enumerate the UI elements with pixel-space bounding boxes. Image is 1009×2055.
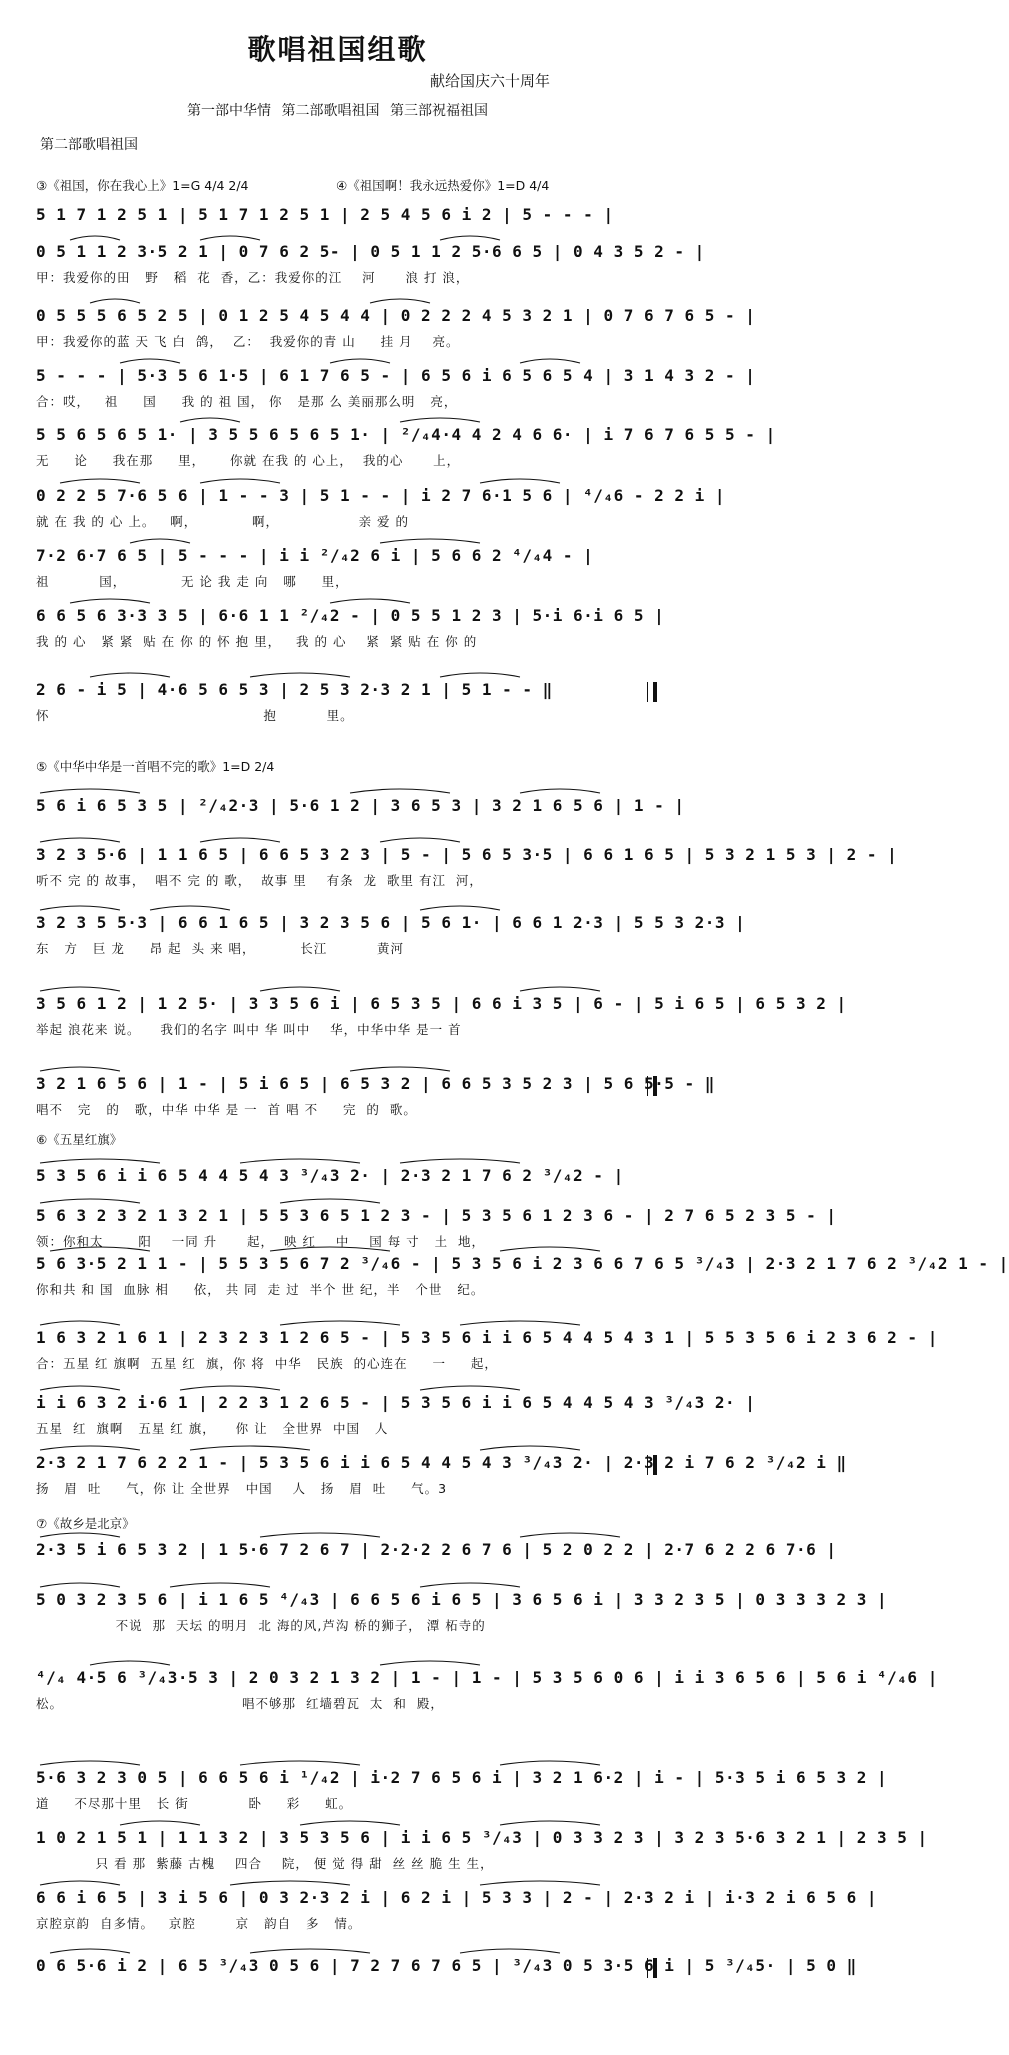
numbered-notes: 5 6 3 2 3 2 1 3 2 1 | 5 5 3 6 5 1 2 3 - | 5 3 5 6 1 2 3 6 - | 2 7 6 5 2 3 5 - | [36, 1206, 837, 1225]
part-heading: 第二部歌唱祖国 [40, 137, 138, 153]
numbered-notes: 5·6 3 2 3 0 5 | 6 6 5 6 i ¹/₄2 | i·2 7 6 5 6 i | 3 2 1 6·2 | i - | 5·3 5 i 6 5 3 2 | [36, 1768, 888, 1787]
numbered-notes: 5 6 3·5 2 1 1 - | 5 5 3 5 6 7 2 ³/₄6 - | 5 3 5 6 i 2 3 6 6 7 6 5 ³/₄3 | 2·3 2 1 7 6 2 ³/₄2 1 - | [36, 1254, 1009, 1273]
lyrics-line: 我 的 心 紧 紧 贴 在 你 的 怀 抱 里， 我 的 心 紧 紧 贴 在 你 的 [36, 634, 478, 649]
song-header-4: ④《祖国啊！我永远热爱你》1=D 4/4 [336, 178, 550, 193]
lyrics-line: 合：哎， 祖 国 我 的 祖 国， 你 是那 么 美丽那么明 亮， [36, 394, 458, 409]
numbered-notes: 2 6 - i 5 | 4·6 5 6 5 3 | 2 5 3 2·3 2 1 | 5 1 - - ‖ [36, 680, 553, 699]
lyrics-line: 东 方 巨 龙 昂 起 头 来 唱， 长江 黄河 [36, 941, 405, 956]
numbered-notes: 3 2 3 5 5·3 | 6 6 1 6 5 | 3 2 3 5 6 | 5 6 1· | 6 6 1 2·3 | 5 5 3 2·3 | [36, 913, 746, 932]
numbered-notes: 1 6 3 2 1 6 1 | 2 3 2 3 1 2 6 5 - | 5 3 5 6 i i 6 5 4 4 5 4 3 1 | 5 5 3 5 6 i 2 3 6 2 - | [36, 1328, 938, 1347]
lyrics-line: 不说 那 天坛 的明月 北 海的风,芦沟 桥的狮子， 潭 柘寺的 [36, 1618, 486, 1633]
numbered-notes: 5 3 5 6 i i 6 5 4 4 5 4 3 ³/₄3 2· | 2·3 2 1 7 6 2 ³/₄2 - | [36, 1166, 624, 1185]
numbered-notes: 2·3 2 1 7 6 2 2 1 - | 5 3 5 6 i i 6 5 4 4 5 4 3 ³/₄3 2· | 2·3 2 i 7 6 2 ³/₄2 i ‖ [36, 1453, 847, 1472]
numbered-notes: i i 6 3 2 i·6 1 | 2 2 3 1 2 6 5 - | 5 3 5 6 i i 6 5 4 4 5 4 3 ³/₄3 2· | [36, 1393, 756, 1412]
dedication: 献给国庆六十周年 [430, 72, 551, 90]
lyrics-line: 京腔京韵 自多情。 京腔 京 韵自 多 情。 [36, 1916, 362, 1931]
lyrics-line: 怀 抱 里。 [36, 708, 354, 723]
numbered-notes: 5 1 7 1 2 5 1 | 5 1 7 1 2 5 1 | 2 5 4 5 6 i 2 | 5 - - - | [36, 205, 614, 224]
numbered-notes: 1 0 2 1 5 1 | 1 1 3 2 | 3 5 3 5 6 | i i 6 5 ³/₄3 | 0 3 3 2 3 | 3 2 3 5·6 3 2 1 | 2 3 5 | [36, 1828, 928, 1847]
lyrics-line: 只 看 那 紫藤 古槐 四合 院， 便 觉 得 甜 丝 丝 脆 生 生， [36, 1856, 494, 1871]
lyrics-line: 领：你和太 阳 一同 升 起， 映 红 中 国 每 寸 土 地， [36, 1234, 486, 1249]
lyrics-line: 就 在 我 的 心 上。 啊， 啊， 亲 爱 的 [36, 514, 410, 529]
lyrics-line: 松。 唱不够那 红墙碧瓦 太 和 殿， [36, 1696, 444, 1711]
song-header-7: ⑦《故乡是北京》 [36, 1516, 135, 1531]
lyrics-line: 你和共 和 国 血脉 相 依， 共 同 走 过 半个 世 纪，半 个世 纪。 [36, 1282, 485, 1297]
numbered-notes: 3 5 6 1 2 | 1 2 5· | 3 3 5 6 i | 6 5 3 5 | 6 6 i 3 5 | 6 - | 5 i 6 5 | 6 5 3 2 | [36, 994, 847, 1013]
numbered-notes: 7·2 6·7 6 5 | 5 - - - | i i ²/₄2 6 i | 5 6 6 2 ⁴/₄4 - | [36, 546, 594, 565]
lyrics-line: 甲：我爱你的田 野 稻 花 香，乙：我爱你的江 河 浪 打 浪， [36, 270, 470, 285]
numbered-notes: ⁴/₄ 4·5 6 ³/₄3·5 3 | 2 0 3 2 1 3 2 | 1 - | 1 - | 5 3 5 6 0 6 | i i 3 6 5 6 | 5 6 i ⁴/₄6 | [36, 1668, 938, 1687]
lyrics-line: 道 不尽那十里 长 街 卧 彩 虹。 [36, 1796, 353, 1811]
lyrics-line: 听不 完 的 故事， 唱不 完 的 歌， 故事 里 有条 龙 歌里 有江 河， [36, 873, 483, 888]
lyrics-line: 扬 眉 吐 气，你 让 全世界 中国 人 扬 眉 吐 气。3 [36, 1481, 448, 1496]
numbered-notes: 0 5 5 5 6 5 2 5 | 0 1 2 5 4 5 4 4 | 0 2 2 2 4 5 3 2 1 | 0 7 6 7 6 5 - | [36, 306, 756, 325]
numbered-notes: 5 6 i 6 5 3 5 | ²/₄2·3 | 5·6 1 2 | 3 6 5 3 | 3 2 1 6 5 6 | 1 - | [36, 796, 685, 815]
lyrics-line: 甲：我爱你的蓝 天 飞 白 鸽， 乙： 我爱你的青 山 挂 月 亮。 [36, 334, 460, 349]
numbered-notes: 0 5 1 1 2 3·5 2 1 | 0 7 6 2 5- | 0 5 1 1 2 5·6 6 5 | 0 4 3 5 2 - | [36, 242, 705, 261]
lyrics-line: 唱不 完 的 歌，中华 中华 是 一 首 唱 不 完 的 歌。 [36, 1102, 417, 1117]
lyrics-line: 无 论 我在那 里， 你就 在我 的 心上， 我的心 上， [36, 453, 461, 468]
song-header-5: ⑤《中华中华是一首唱不完的歌》1=D 2/4 [36, 759, 275, 774]
numbered-notes: 3 2 3 5·6 | 1 1 6 5 | 6 6 5 3 2 3 | 5 - | 5 6 5 3·5 | 6 6 1 6 5 | 5 3 2 1 5 3 | 2 - | [36, 845, 898, 864]
song-header-6: ⑥《五星红旗》 [36, 1132, 123, 1147]
numbered-notes: 5 5 6 5 6 5 1· | 3 5 5 6 5 6 5 1· | ²/₄4·4 4 2 4 6 6· | i 7 6 7 6 5 5 - | [36, 425, 776, 444]
parts-line: 第一部中华情 第二部歌唱祖国 第三部祝福祖国 [187, 103, 488, 119]
numbered-notes: 6 6 i 6 5 | 3 i 5 6 | 0 3 2·3 2 i | 6 2 i | 5 3 3 | 2 - | 2·3 2 i | i·3 2 i 6 5 6 | [36, 1888, 878, 1907]
numbered-notes: 0 6 5·6 i 2 | 6 5 ³/₄3 0 5 6 | 7 2 7 6 7 6 5 | ³/₄3 0 5 3·5 6 i | 5 ³/₄5· | 5 0 ‖ [36, 1956, 857, 1975]
lyrics-line: 合：五星 红 旗啊 五星 红 旗，你 将 中华 民族 的心连在 一 起， [36, 1356, 498, 1371]
numbered-notes: 2·3 5 i 6 5 3 2 | 1 5·6 7 2 6 7 | 2·2·2 2 6 7 6 | 5 2 0 2 2 | 2·7 6 2 2 6 7·6 | [36, 1540, 837, 1559]
numbered-notes: 5 0 3 2 3 5 6 | i 1 6 5 ⁴/₄3 | 6 6 5 6 i 6 5 | 3 6 5 6 i | 3 3 2 3 5 | 0 3 3 3 2 3 | [36, 1590, 888, 1609]
lyrics-line: 举起 浪花来 说。 我们的名字 叫中 华 叫中 华，中华中华 是一 首 [36, 1022, 462, 1037]
numbered-notes: 0 2 2 5 7·6 5 6 | 1 - - 3 | 5 1 - - | i 2 7 6·1 5 6 | ⁴/₄6 - 2 2 i | [36, 486, 726, 505]
numbered-notes: 5 - - - | 5·3 5 6 1·5 | 6 1 7 6 5 - | 6 5 6 i 6 5 6 5 4 | 3 1 4 3 2 - | [36, 366, 756, 385]
numbered-notes: 6 6 5 6 3·3 3 5 | 6·6 1 1 ²/₄2 - | 0 5 5 1 2 3 | 5·i 6·i 6 5 | [36, 606, 665, 625]
song-header-3: ③《祖国，你在我心上》1=G 4/4 2/4 [36, 178, 249, 193]
lyrics-line: 祖 国， 无 论 我 走 向 哪 里， [36, 574, 349, 589]
score-title: 歌唱祖国组歌 [247, 33, 428, 66]
lyrics-line: 五星 红 旗啊 五星 红 旗， 你 让 全世界 中国 人 [36, 1421, 389, 1436]
numbered-notes: 3 2 1 6 5 6 | 1 - | 5 i 6 5 | 6 5 3 2 | 6 6 5 3 5 2 3 | 5 6 5·5 - ‖ [36, 1074, 715, 1093]
